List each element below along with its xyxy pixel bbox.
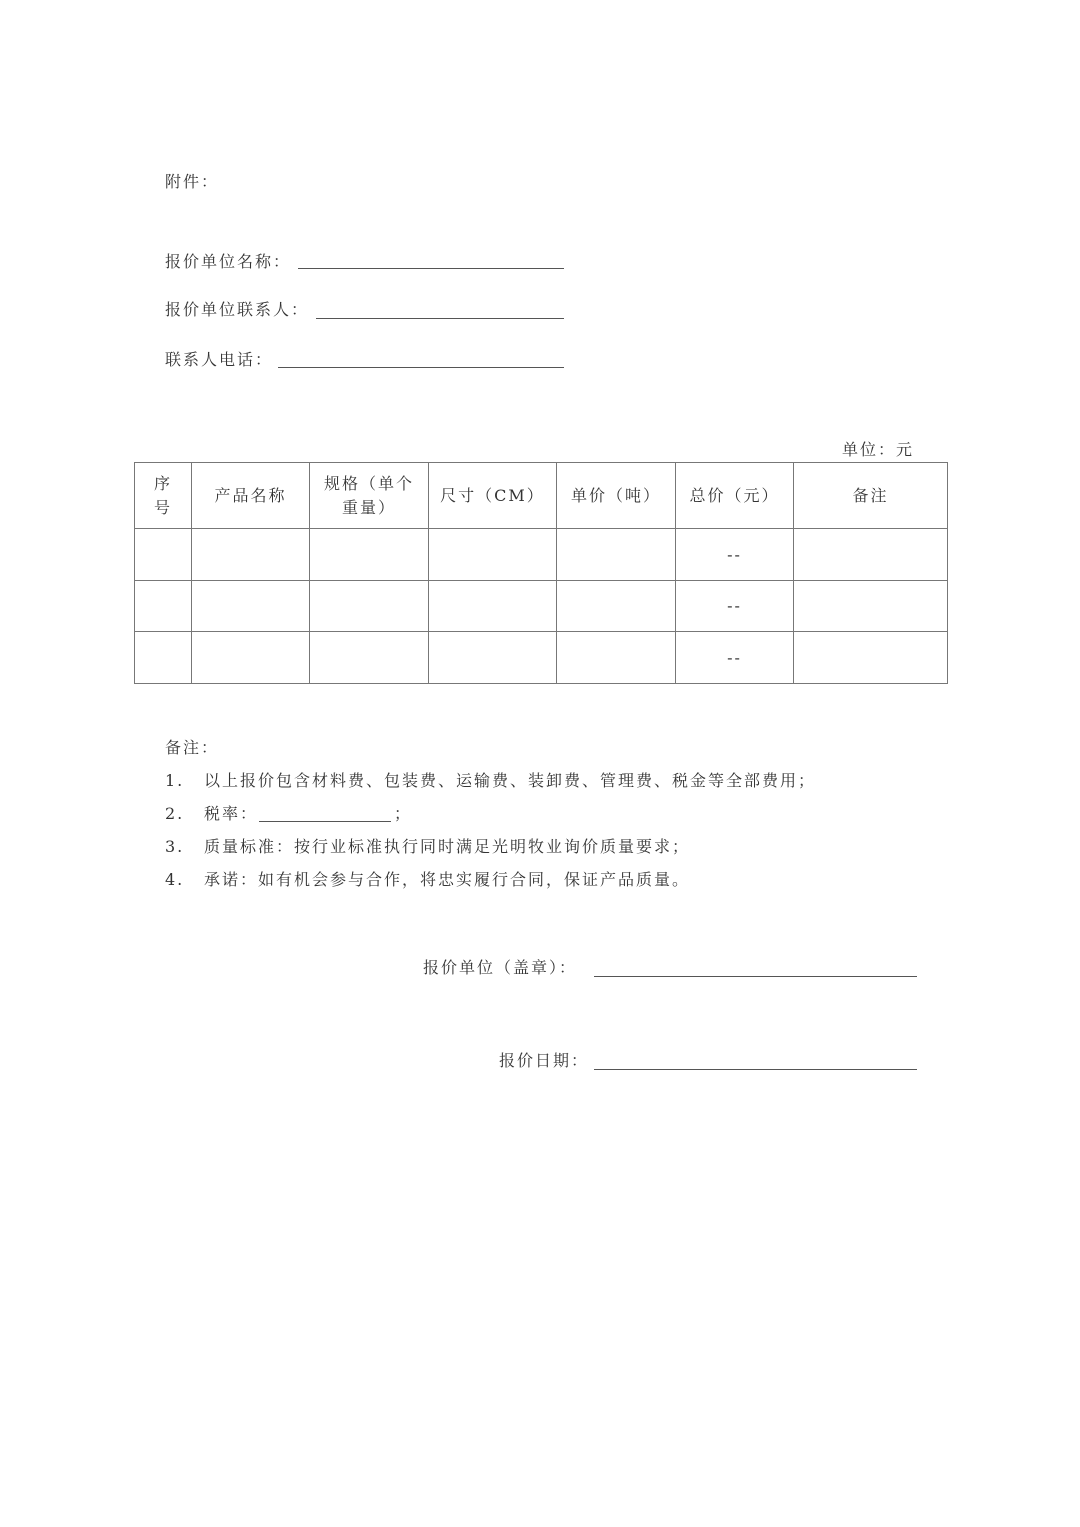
cell-seq[interactable]: [135, 529, 192, 581]
company-name-field[interactable]: [298, 268, 564, 269]
quote-table: [134, 462, 948, 684]
remark-1-text: 以上报价包含材料费、包装费、运输费、装卸费、管理费、税金等全部费用；: [204, 771, 817, 790]
contact-person-field[interactable]: [316, 318, 564, 319]
header-unit-price: 单价（吨）: [557, 463, 676, 529]
table-row: [135, 632, 948, 684]
tax-rate-field[interactable]: [259, 821, 391, 822]
cell-spec[interactable]: [310, 581, 429, 632]
header-seq: [135, 463, 192, 529]
unit-note: 单位：元: [842, 440, 915, 459]
table-header-row: [135, 463, 948, 529]
header-spec-line2: 重量）: [341, 497, 396, 517]
quote-date-field[interactable]: [594, 1069, 917, 1070]
seal-label: 报价单位（盖章）：: [423, 958, 578, 977]
remark-1-number: 1.: [165, 771, 185, 790]
cell-product-name[interactable]: [192, 581, 310, 632]
remark-4-text: 承诺：如有机会参与合作，将忠实履行合同，保证产品质量。: [204, 870, 691, 889]
contact-phone-label: 联系人电话：: [165, 350, 274, 369]
cell-unit-price[interactable]: [557, 529, 676, 581]
cell-spec[interactable]: [310, 632, 429, 684]
header-product-name: 产品名称: [192, 463, 310, 529]
tax-rate-suffix: ；: [394, 804, 413, 823]
cell-unit-price[interactable]: [557, 581, 676, 632]
cell-product-name[interactable]: [192, 632, 310, 684]
cell-size[interactable]: [429, 529, 557, 581]
table-row: [135, 581, 948, 632]
table-row: [135, 529, 948, 581]
remark-4-number: 4.: [165, 870, 185, 889]
cell-total-price: --: [676, 632, 794, 684]
remark-2-number: 2.: [165, 804, 185, 823]
header-seq-line1: 序: [153, 473, 172, 493]
header-size: 尺寸（CM）: [429, 463, 557, 529]
cell-product-name[interactable]: [192, 529, 310, 581]
cell-size[interactable]: [429, 581, 557, 632]
cell-spec[interactable]: [310, 529, 429, 581]
cell-size[interactable]: [429, 632, 557, 684]
cell-seq[interactable]: [135, 581, 192, 632]
remarks-title: 备注：: [165, 738, 220, 757]
tax-rate-label: 税率：: [204, 804, 259, 823]
header-spec-line1: 规格（单个: [323, 473, 414, 493]
remark-3-number: 3.: [165, 837, 185, 856]
remark-3-text: 质量标准：按行业标准执行同时满足光明牧业询价质量要求；: [204, 837, 691, 856]
header-remarks: 备注: [794, 463, 948, 529]
company-name-label: 报价单位名称：: [165, 252, 292, 271]
cell-unit-price[interactable]: [557, 632, 676, 684]
contact-person-label: 报价单位联系人：: [165, 300, 310, 319]
cell-remarks[interactable]: [794, 529, 948, 581]
cell-seq[interactable]: [135, 632, 192, 684]
contact-phone-field[interactable]: [278, 367, 564, 368]
cell-total-price: --: [676, 581, 794, 632]
header-seq-line2: 号: [153, 497, 172, 517]
cell-total-price: --: [676, 529, 794, 581]
header-total-price: 总价（元）: [676, 463, 794, 529]
cell-remarks[interactable]: [794, 581, 948, 632]
seal-field[interactable]: [594, 976, 917, 977]
header-spec: [310, 463, 429, 529]
cell-remarks[interactable]: [794, 632, 948, 684]
attachment-label: 附件：: [165, 172, 220, 191]
quote-date-label: 报价日期：: [499, 1051, 590, 1070]
